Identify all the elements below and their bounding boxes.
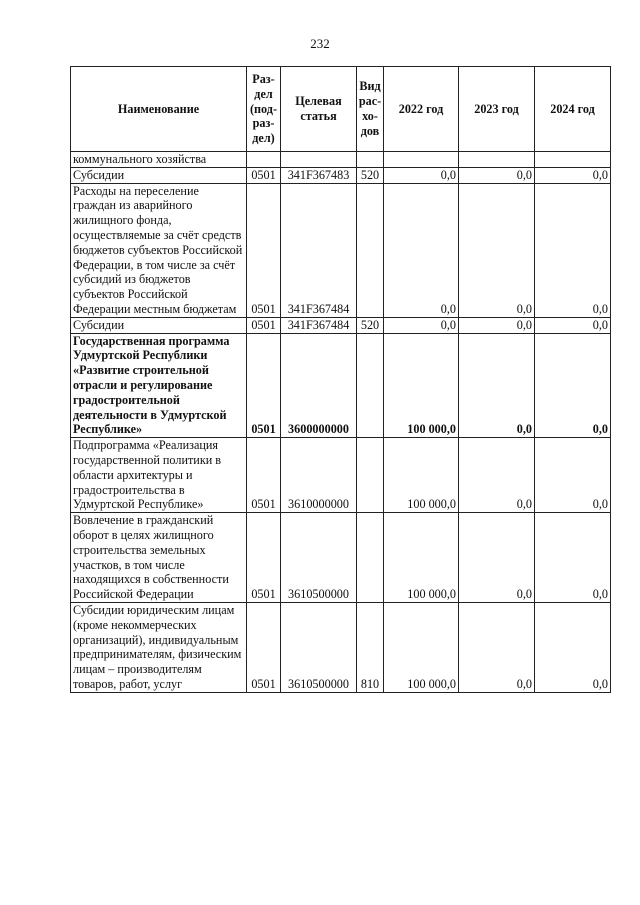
table-header-row — [71, 67, 611, 152]
cell-article: 3610500000 — [281, 513, 357, 603]
cell-2023 — [459, 152, 535, 168]
cell-name: Расходы на переселение граждан из аварийного жилищного фонда, осуществляемые за счёт средств бюджетов субъектов Российской Федерации, в том числе за счёт субсидий из бюджетов субъектов Российской Федерации местным бюджетам — [71, 183, 247, 317]
cell-kind: 520 — [357, 167, 384, 183]
cell-name: коммунального хозяйства — [71, 152, 247, 168]
table-row — [71, 438, 611, 513]
cell-2023: 0,0 — [459, 317, 535, 333]
cell-2022: 100 000,0 — [384, 513, 459, 603]
cell-name: Государственная программа Удмуртской Республики «Развитие строительной отрасли и регулирование градостроительной деятельности в Удмуртской Республике» — [71, 333, 247, 438]
table-body — [71, 152, 611, 693]
header-2024: 2024 год — [535, 67, 611, 152]
cell-2023: 0,0 — [459, 513, 535, 603]
cell-section: 0501 — [247, 167, 281, 183]
table-row — [71, 602, 611, 692]
header-section: Раз- дел (под- раз- дел) — [247, 67, 281, 152]
cell-2024: 0,0 — [535, 333, 611, 438]
cell-2022: 0,0 — [384, 167, 459, 183]
cell-kind — [357, 513, 384, 603]
cell-section: 0501 — [247, 513, 281, 603]
cell-name: Субсидии — [71, 317, 247, 333]
cell-2023: 0,0 — [459, 602, 535, 692]
cell-name: Субсидии юридическим лицам (кроме некоммерческих организаций), индивидуальным предпринимателям, физическим лицам – производителям товаров, работ, услуг — [71, 602, 247, 692]
cell-section: 0501 — [247, 317, 281, 333]
cell-2022: 100 000,0 — [384, 602, 459, 692]
cell-kind — [357, 152, 384, 168]
cell-article: 341F367483 — [281, 167, 357, 183]
table-row — [71, 317, 611, 333]
cell-2022: 0,0 — [384, 183, 459, 317]
cell-article: 3600000000 — [281, 333, 357, 438]
cell-article: 3610000000 — [281, 438, 357, 513]
header-article: Целевая статья — [281, 67, 357, 152]
cell-2024: 0,0 — [535, 167, 611, 183]
cell-article: 3610500000 — [281, 602, 357, 692]
cell-article: 341F367484 — [281, 183, 357, 317]
table-row — [71, 167, 611, 183]
cell-2024: 0,0 — [535, 317, 611, 333]
cell-2022 — [384, 152, 459, 168]
cell-2024: 0,0 — [535, 513, 611, 603]
cell-2023: 0,0 — [459, 333, 535, 438]
cell-2022: 100 000,0 — [384, 438, 459, 513]
cell-2024: 0,0 — [535, 602, 611, 692]
budget-table — [70, 66, 611, 693]
cell-section — [247, 152, 281, 168]
cell-kind — [357, 333, 384, 438]
cell-section: 0501 — [247, 602, 281, 692]
table-row — [71, 152, 611, 168]
cell-kind: 810 — [357, 602, 384, 692]
cell-article: 341F367484 — [281, 317, 357, 333]
cell-2024: 0,0 — [535, 183, 611, 317]
cell-name: Подпрограмма «Реализация государственной политики в области архитектуры и градостроительства в Удмуртской Республике» — [71, 438, 247, 513]
cell-2022: 0,0 — [384, 317, 459, 333]
cell-2024: 0,0 — [535, 438, 611, 513]
page-number: 232 — [310, 36, 330, 51]
cell-kind — [357, 438, 384, 513]
cell-2023: 0,0 — [459, 438, 535, 513]
cell-article — [281, 152, 357, 168]
table-row — [71, 183, 611, 317]
header-kind: Вид рас- хо- дов — [357, 67, 384, 152]
cell-2023: 0,0 — [459, 183, 535, 317]
table-row — [71, 513, 611, 603]
header-2022: 2022 год — [384, 67, 459, 152]
cell-kind: 520 — [357, 317, 384, 333]
cell-section: 0501 — [247, 333, 281, 438]
cell-name: Субсидии — [71, 167, 247, 183]
cell-section: 0501 — [247, 438, 281, 513]
cell-2023: 0,0 — [459, 167, 535, 183]
cell-name: Вовлечение в гражданский оборот в целях жилищного строительства земельных участков, в том числе находящихся в собственности Российской Федерации — [71, 513, 247, 603]
cell-section: 0501 — [247, 183, 281, 317]
table-row — [71, 333, 611, 438]
cell-kind — [357, 183, 384, 317]
cell-2022: 100 000,0 — [384, 333, 459, 438]
header-2023: 2023 год — [459, 67, 535, 152]
cell-2024 — [535, 152, 611, 168]
header-name: Наименование — [71, 67, 247, 152]
